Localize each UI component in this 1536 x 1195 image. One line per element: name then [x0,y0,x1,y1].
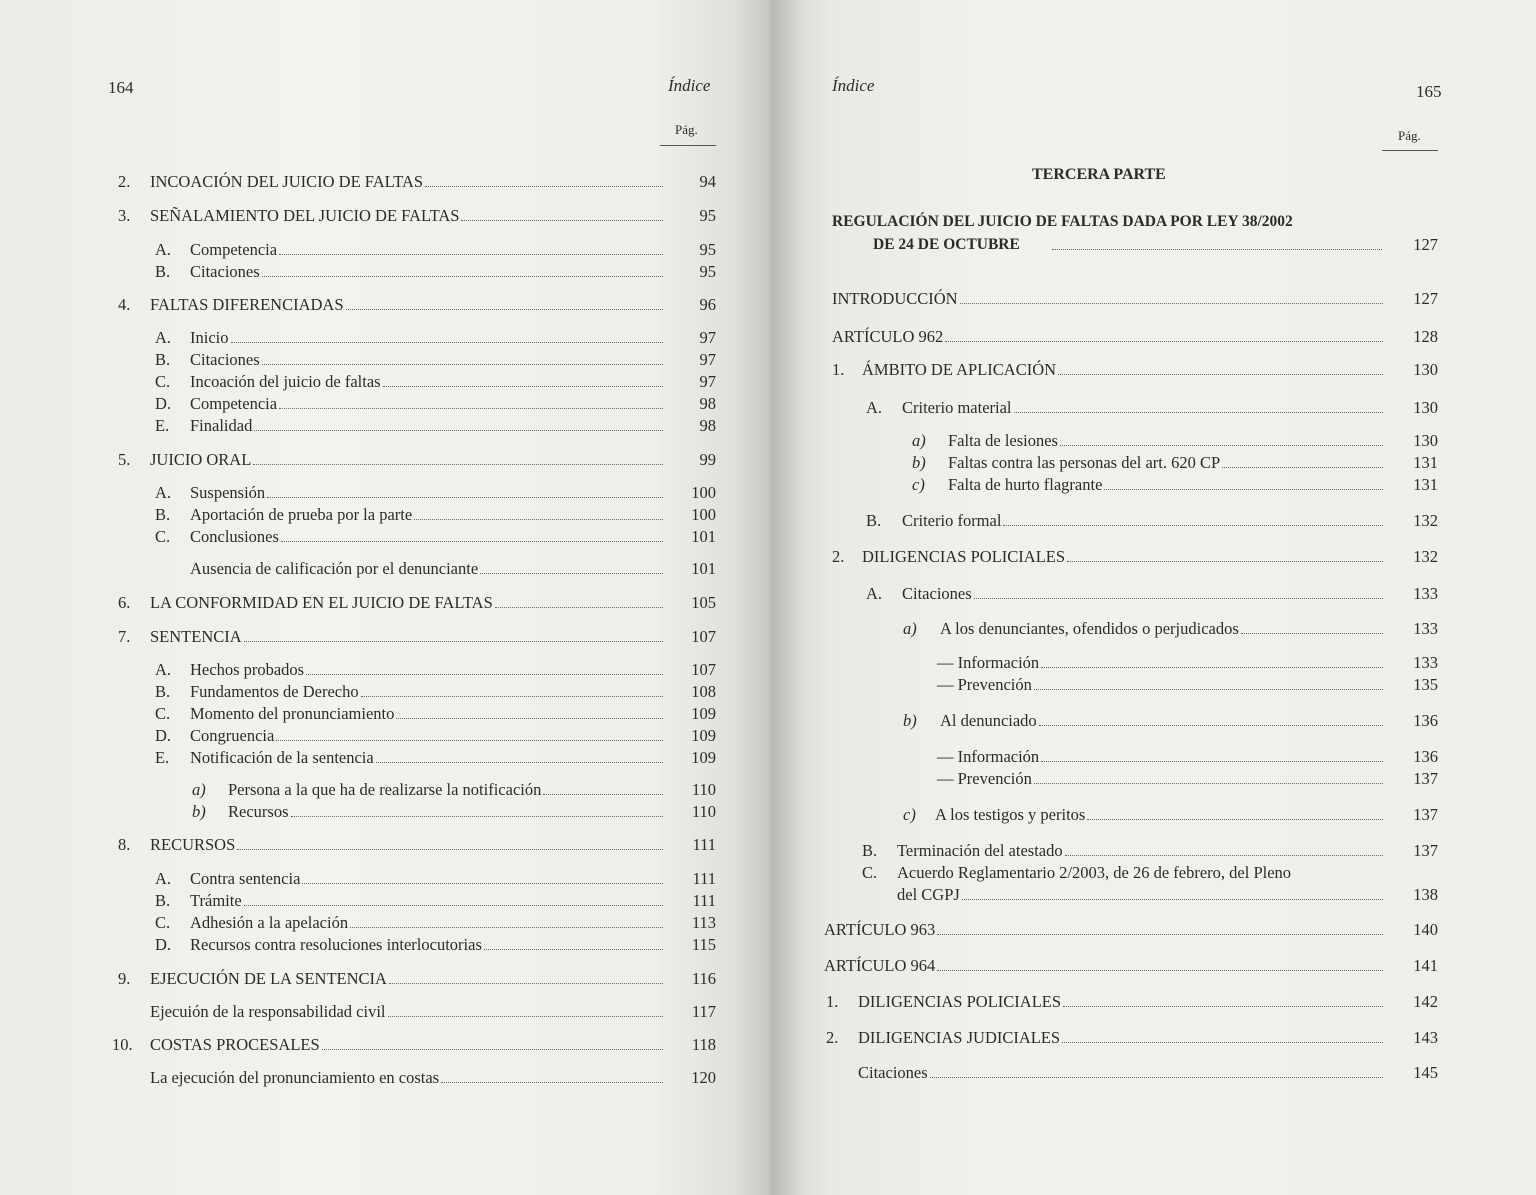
toc-entry [0,261,1536,283]
leader-dots [361,696,663,697]
leader-dots [281,541,663,542]
toc-entry-page: 143 [1413,1028,1438,1047]
toc-entry-title: ARTÍCULO 962 [832,327,944,346]
toc-entry-title: JUICIO ORAL [150,450,252,469]
leader-dots [1039,725,1383,726]
leader-dots [937,970,1383,971]
toc-entry-number: C. [155,704,171,723]
toc-entry-page: 140 [1413,920,1438,939]
toc-entry-title: Ausencia de calificación por el denunciante [190,559,479,578]
toc-entry-page: 107 [691,660,716,679]
toc-entry [0,239,1536,261]
toc-entry-page: 136 [1413,747,1438,766]
toc-entry-number: C. [155,527,171,546]
leader-dots [1241,633,1383,634]
toc-entry-number: A. [155,660,172,679]
section-title-line1: REGULACIÓN DEL JUICIO DE FALTAS DADA POR LEY 38/2002 [832,213,1293,230]
toc-entry-title: Acuerdo Reglamentario 2/2003, de 26 de febrero, del Pleno [897,863,1292,882]
toc-entry-title: SEÑALAMIENTO DEL JUICIO DE FALTAS [150,206,460,225]
leader-dots [1041,667,1383,668]
toc-entry [0,397,1536,419]
left-pag-rule [660,145,716,146]
toc-entry-page: 111 [692,869,716,888]
leader-dots [960,303,1383,304]
toc-entry-number: A. [866,584,883,603]
toc-entry-title: Recursos contra resoluciones interlocutorias [190,935,482,954]
toc-entry-page: 100 [691,483,716,502]
toc-entry [0,618,1536,640]
toc-entry-page: 109 [691,726,716,745]
section-title-page: 127 [1413,235,1438,254]
toc-entry-page: 97 [699,350,716,369]
toc-entry-page: 94 [699,172,716,191]
toc-entry-title: Al denunciado [940,711,1037,730]
toc-entry-number: 3. [118,206,131,225]
toc-entry [0,546,1536,568]
toc-entry-page: 95 [699,240,716,259]
toc-entry-page: 98 [699,394,716,413]
leader-dots [461,220,663,221]
right-pag-label: Pág. [1398,128,1421,143]
toc-entry-number: 6. [118,593,131,612]
toc-entry-number: A. [155,328,172,347]
toc-entry-title: Ejecuión de la responsabilidad civil [150,1002,386,1021]
toc-entry-title: Hechos probados [190,660,305,679]
toc-entry-number: 1. [832,360,845,379]
toc-entry-page: 109 [691,748,716,767]
toc-entry [0,710,1536,732]
leader-dots [425,186,663,187]
toc-entry-title: Contra sentencia [190,869,301,888]
toc-entry-title: ARTÍCULO 963 [824,920,936,939]
toc-entry-title: Competencia [190,240,278,259]
toc-entry [0,430,1536,452]
toc-entry-page: 133 [1413,584,1438,603]
leader-dots [389,983,663,984]
toc-entry [0,674,1536,696]
toc-entry-page: 107 [691,627,716,646]
toc-entry-number: 7. [118,627,131,646]
toc-entry-page: 100 [691,505,716,524]
toc-entry-title: DILIGENCIAS JUDICIALES [858,1028,1061,1047]
leader-dots [974,598,1383,599]
toc-entry [0,326,1536,348]
toc-entry-page: 127 [1413,289,1438,308]
toc-entry-title: ARTÍCULO 964 [824,956,936,975]
toc-entry-page: 95 [699,206,716,225]
leader-dots [495,607,663,608]
toc-entry-number: a) [192,780,206,799]
toc-entry-page: 98 [699,416,716,435]
leader-dots [276,740,663,741]
right-page-number: 165 [1416,82,1442,101]
leader-dots [388,1016,663,1017]
toc-entry-number: B. [862,841,878,860]
toc-entry-title: — Prevención [937,675,1032,694]
leader-dots [962,899,1383,900]
leader-dots [1003,525,1383,526]
right-pag-rule [1382,150,1438,151]
toc-entry [0,746,1536,768]
toc-entry-title: Citaciones [190,262,260,281]
toc-entry-page: 111 [692,835,716,854]
leader-dots [1087,819,1383,820]
leader-dots [543,794,663,795]
toc-entry-title: Fundamentos de Derecho [190,682,359,701]
leader-dots [937,934,1383,935]
toc-entry-title: EJECUCIÓN DE LA SENTENCIA [150,969,387,988]
leader-dots [1222,467,1383,468]
toc-entry-title: del CGPJ [897,885,960,904]
toc-entry-page: 133 [1413,653,1438,672]
toc-entry-page: 111 [692,891,716,910]
toc-entry-number: C. [155,372,171,391]
leader-dots [1067,561,1383,562]
toc-entry-number: B. [866,511,882,530]
toc-entry [0,991,1536,1013]
toc-entry-page: 142 [1413,992,1438,1011]
toc-entry-number: B. [155,350,171,369]
leader-dots [1104,489,1383,490]
toc-entry-number: a) [903,619,917,638]
toc-entry-title: Citaciones [858,1063,928,1082]
toc-entry [0,919,1536,941]
toc-entry-title: Inicio [190,328,229,347]
toc-entry-number: 2. [118,172,131,191]
toc-entry-page: 97 [699,328,716,347]
toc-entry-page: 137 [1413,769,1438,788]
toc-entry-page: 120 [691,1068,716,1087]
leader-dots [279,254,663,255]
toc-entry-title: SENTENCIA [150,627,242,646]
toc-entry-number: c) [912,475,925,494]
toc-entry-title: Terminación del atestado [897,841,1063,860]
toc-entry-page: 137 [1413,805,1438,824]
toc-entry-page: 105 [691,593,716,612]
toc-entry-page: 141 [1413,956,1438,975]
toc-entry-number: D. [155,394,172,413]
toc-entry-title: — Información [937,653,1040,672]
toc-entry [0,510,1536,532]
toc-entry-title: A los denunciantes, ofendidos o perjudicados [940,619,1239,638]
toc-entry-number: b) [912,453,926,472]
toc-entry-number: B. [155,891,171,910]
toc-entry-title: A los testigos y peritos [935,805,1086,824]
leader-dots [1014,412,1384,413]
leader-dots [1034,783,1383,784]
toc-entry [0,452,1536,474]
toc-entry-page: 109 [691,704,716,723]
toc-entry-title: Criterio material [902,398,1012,417]
toc-entry-title: — Prevención [937,769,1032,788]
toc-entry-title: Incoación del juicio de faltas [190,372,381,391]
toc-entry-page: 128 [1413,327,1438,346]
toc-entry-page: 133 [1413,619,1438,638]
toc-entry-title: Aportación de prueba por la parte [190,505,413,524]
toc-entry-title: Adhesión a la apelación [190,913,349,932]
toc-entry-title: Falta de lesiones [948,431,1058,450]
leader-dots [930,1077,1383,1078]
toc-entry [0,288,1536,310]
toc-entry-number: B. [155,682,171,701]
toc-entry-number: 2. [826,1028,839,1047]
leader-dots [1063,1006,1383,1007]
toc-entry [0,1027,1536,1049]
part-title: TERCERA PARTE [1032,166,1166,183]
toc-entry [0,205,1536,227]
toc-entry-title: Conclusiones [190,527,279,546]
toc-entry-page: 131 [1413,475,1438,494]
toc-entry-number: B. [155,505,171,524]
toc-entry-page: 132 [1413,547,1438,566]
toc-entry-page: 95 [699,262,716,281]
toc-entry-number: D. [155,726,172,745]
toc-entry [0,840,1536,862]
left-running-head: Índice [668,76,711,95]
toc-entry-number: A. [155,869,172,888]
toc-entry-page: 96 [699,295,716,314]
toc-entry-number: C. [155,913,171,932]
leader-dots [1065,855,1383,856]
leader-dots [262,276,663,277]
toc-entry [0,171,1536,193]
toc-entry-title: FALTAS DIFERENCIADAS [150,295,344,314]
toc-entry-number: A. [155,483,172,502]
toc-entry-title: Notificación de la sentencia [190,748,374,767]
toc-entry-title: Citaciones [190,350,260,369]
toc-entry-title: Falta de hurto flagrante [948,475,1103,494]
toc-entry-page: 99 [699,450,716,469]
toc-entry [0,768,1536,790]
toc-entry-title: Criterio formal [902,511,1002,530]
toc-entry [0,652,1536,674]
toc-entry-title: Trámite [190,891,242,910]
leader-dots [945,341,1383,342]
toc-entry-page: 138 [1413,885,1438,904]
toc-entry-number: a) [912,431,926,450]
toc-entry-number: 10. [112,1035,133,1054]
toc-entry-title: Finalidad [190,416,253,435]
toc-entry-page: 116 [691,969,716,988]
toc-entry-title: La ejecución del pronunciamiento en costas [150,1068,440,1087]
toc-entry-title: INCOACIÓN DEL JUICIO DE FALTAS [150,172,424,191]
leader-dots [1058,374,1383,375]
toc-entry-title: COSTAS PROCESALES [150,1035,320,1054]
toc-entry-title: Faltas contra las personas del art. 620 CP [948,453,1221,472]
toc-entry-title: Momento del pronunciamiento [190,704,395,723]
toc-entry-title: LA CONFORMIDAD EN EL JUICIO DE FALTAS [150,593,493,612]
toc-entry-page: 130 [1413,360,1438,379]
leader-dots [1034,689,1383,690]
toc-entry-page: 115 [691,935,716,954]
toc-entry [0,884,1536,906]
toc-entry-page: 108 [691,682,716,701]
leader-dots [484,949,663,950]
toc-entry-number: 1. [826,992,839,1011]
toc-entry-page: 135 [1413,675,1438,694]
leader-dots [1060,445,1383,446]
toc-entry-page: 137 [1413,841,1438,860]
toc-entry [0,583,1536,605]
toc-entry-number: 9. [118,969,131,988]
left-page-number: 164 [108,78,134,97]
toc-entry-title: Competencia [190,394,278,413]
toc-entry-page: 101 [691,559,716,578]
section-title-line2: DE 24 DE OCTUBRE [873,236,1020,253]
toc-entry-number: 4. [118,295,131,314]
leader-dots [1041,761,1383,762]
toc-entry-title: Persona a la que ha de realizarse la notificación [228,780,542,799]
toc-entry-number: A. [866,398,883,417]
toc-entry-number: 2. [832,547,845,566]
leader-dots [1062,1042,1383,1043]
toc-entry-title: — Información [937,747,1040,766]
toc-entry-page: 132 [1413,511,1438,530]
toc-entry-page: 136 [1413,711,1438,730]
toc-entry-page: 131 [1413,453,1438,472]
toc-entry-number: A. [155,240,172,259]
toc-entry-number: c) [903,805,916,824]
toc-entry [0,804,1536,826]
leader-dots [267,497,663,498]
toc-entry [0,1062,1536,1084]
toc-entry-page: 117 [691,1002,716,1021]
toc-entry-page: 97 [699,372,716,391]
toc-entry-number: 5. [118,450,131,469]
toc-entry-title: Congruencia [190,726,275,745]
toc-entry-page: 118 [691,1035,716,1054]
toc-entry [0,862,1536,884]
toc-entry-title: RECURSOS [150,835,236,854]
toc-entry-page: 101 [691,527,716,546]
toc-entry-title: Suspensión [190,483,266,502]
leader-dots [322,1049,663,1050]
toc-entry-number: b) [192,802,206,821]
toc-entry [0,359,1536,381]
toc-entry-number: D. [155,935,172,954]
toc-entry-page: 113 [691,913,716,932]
leader-dots [244,641,663,642]
toc-entry-page: 130 [1413,431,1438,450]
right-running-head: Índice [832,76,875,95]
toc-entry-title: INTRODUCCIÓN [832,289,958,308]
toc-entry-number: B. [155,262,171,281]
toc-entry-number: E. [155,416,170,435]
toc-entry-page: 110 [691,802,716,821]
toc-entry-number: E. [155,748,170,767]
leader-dots [383,386,663,387]
toc-entry-title: DILIGENCIAS POLICIALES [858,992,1062,1011]
left-pag-label: Pág. [675,122,698,137]
toc-entry [0,955,1536,977]
toc-entry-number: C. [862,863,878,882]
toc-entry-title: DILIGENCIAS POLICIALES [862,547,1066,566]
leader-dots [480,573,663,574]
toc-entry-title: ÁMBITO DE APLICACIÓN [862,360,1057,379]
toc-entry-title: Citaciones [902,584,972,603]
toc-entry [0,474,1536,496]
toc-entry-page: 110 [691,780,716,799]
toc-entry-page: 145 [1413,1063,1438,1082]
toc-entry-number: b) [903,711,917,730]
toc-entry-number: 8. [118,835,131,854]
toc-entry-page: 130 [1413,398,1438,417]
toc-entry-title: Recursos [228,802,289,821]
